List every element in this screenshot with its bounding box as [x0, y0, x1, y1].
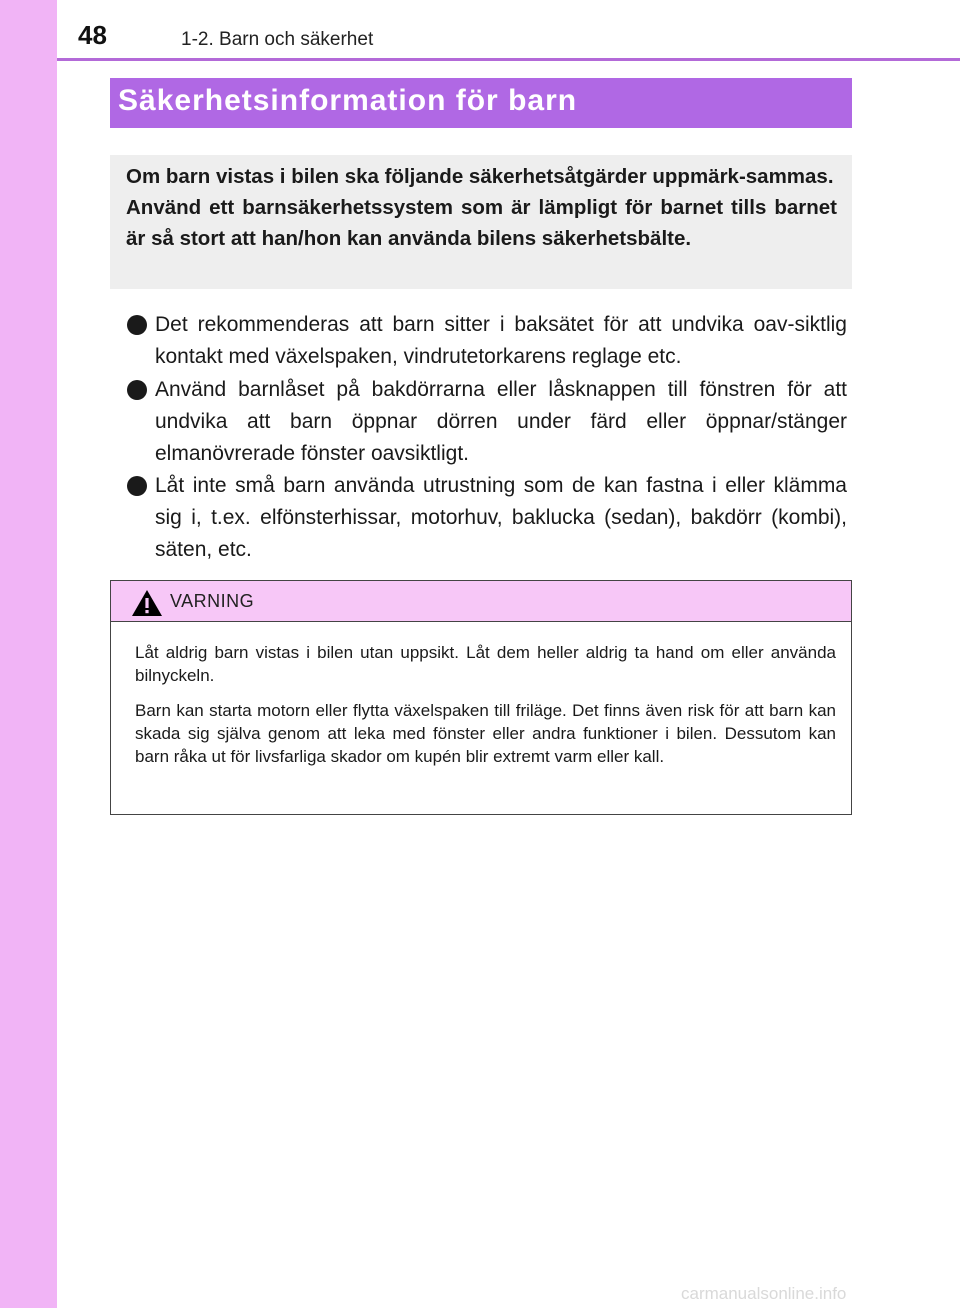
warning-box	[110, 580, 852, 815]
bullet-dot-icon	[127, 315, 147, 335]
watermark: carmanualsonline.info	[681, 1284, 847, 1303]
page-side-strip	[0, 0, 57, 1308]
bullet-list	[127, 309, 847, 567]
page-number: 48	[78, 20, 107, 50]
warning-paragraph-1: Låt aldrig barn vistas i bilen utan uppsikt. Låt dem heller aldrig ta hand om eller använda bilnyckeln.	[135, 643, 836, 685]
warning-triangle-icon	[131, 589, 163, 617]
intro-paragraph-2: Använd ett barnsäkerhetssystem som är lämpligt för barnet tills barnet är så stort att han/hon kan använda bilens säkerhetsbälte.	[126, 196, 837, 250]
bullet-text: Låt inte små barn använda utrustning som de kan fastna i eller klämma sig i, t.ex. elfönsterhissar, motorhuv, baklucka (sedan), bakdörr (kombi), säten, etc.	[155, 474, 847, 561]
warning-header	[111, 581, 851, 622]
warning-body	[111, 622, 851, 768]
bullet-item	[127, 309, 847, 373]
warning-label: VARNING	[170, 591, 255, 611]
bullet-dot-icon	[127, 380, 147, 400]
bullet-text: Det rekommenderas att barn sitter i baksätet för att undvika oav-siktlig kontakt med växelspaken, vindrutetorkarens reglage etc.	[155, 313, 847, 368]
warning-paragraph-2: Barn kan starta motorn eller flytta växelspaken till friläge. Det finns även risk för att barn kan skada sig själva genom att leka med fönster eller andra funktioner i bilen. Dessutom kan barn råka ut för livsfarliga skador om kupén blir extremt varm eller kall.	[135, 701, 836, 766]
section-breadcrumb: 1-2. Barn och säkerhet	[181, 29, 374, 50]
header-divider	[57, 58, 960, 61]
bullet-text: Använd barnlåset på bakdörrarna eller låsknappen till fönstren för att undvika att barn öppnar dörren under färd eller öppnar/stänger elmanövrerade fönster oavsiktligt.	[155, 377, 847, 465]
section-title: Säkerhetsinformation för barn	[118, 84, 578, 117]
intro-box	[110, 155, 852, 289]
bullet-item	[127, 374, 847, 470]
bullet-dot-icon	[127, 476, 147, 496]
intro-paragraph-1: Om barn vistas i bilen ska följande säkerhetsåtgärder uppmärk-sammas.	[126, 165, 834, 188]
bullet-item	[127, 470, 847, 566]
section-title-band	[110, 78, 852, 128]
